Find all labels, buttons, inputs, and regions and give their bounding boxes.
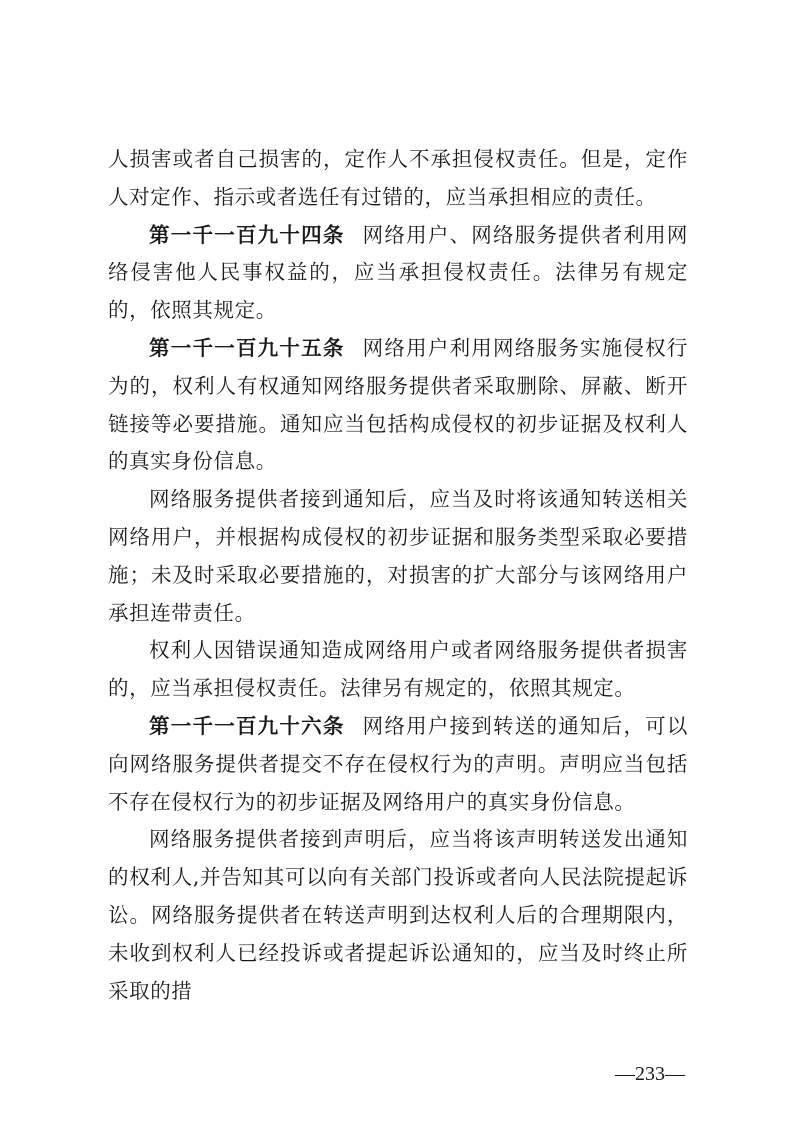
article-1195 <box>108 330 688 481</box>
article-number: 第一千一百九十六条 <box>149 713 345 738</box>
paragraph-4-text: 网络服务提供者接到通知后，应当及时将该通知转送相关网络用户，并根据构成侵权的初步证据和服务类型采取必要措施；未及时采取必要措施的，对损害的扩大部分与该网络用户承担连带责任。 <box>108 487 688 625</box>
page-number <box>0 1063 793 1086</box>
paragraph-5-text: 权利人因错误通知造成网络用户或者网络服务提供者损害的，应当承担侵权责任。法律另有规定的，依照其规定。 <box>108 638 688 701</box>
paragraph-7 <box>108 821 688 1010</box>
article-1196 <box>108 708 688 821</box>
article-text: 网络用户接到转送的通知后，可以向网络服务提供者提交不存在侵权行为的声明。声明应当包括不存在侵权行为的初步证据及网络用户的真实身份信息。 <box>108 713 689 814</box>
article-1194 <box>108 217 688 330</box>
article-text: 网络用户利用网络服务实施侵权行为的，权利人有权通知网络服务提供者采取删除、屏蔽、断开链接等必要措施。通知应当包括构成侵权的初步证据及权利人的真实身份信息。 <box>108 335 689 474</box>
article-number: 第一千一百九十四条 <box>149 222 345 247</box>
article-text: 网络用户、网络服务提供者利用网络侵害他人民事权益的，应当承担侵权责任。法律另有规定的，依照其规定。 <box>108 222 689 323</box>
paragraph-4 <box>108 481 688 632</box>
article-number: 第一千一百九十五条 <box>149 335 345 360</box>
document-body <box>108 141 688 1010</box>
paragraph-1 <box>108 141 688 217</box>
paragraph-1-text: 人损害或者自己损害的，定作人不承担侵权责任。但是，定作人对定作、指示或者选任有过错的，应当承担相应的责任。 <box>108 147 688 209</box>
paragraph-5 <box>108 632 688 708</box>
paragraph-7-text: 网络服务提供者接到声明后，应当将该声明转送发出通知的权利人,并告知其可以向有关部门投诉或者向人民法院提起诉讼。网络服务提供者在转送声明到达权利人后的合理期限内，未收到权利人已经投诉或者提起诉讼通知的，应当及时终止所采取的措 <box>108 827 688 1003</box>
page-number-text: —233— <box>615 1063 685 1085</box>
